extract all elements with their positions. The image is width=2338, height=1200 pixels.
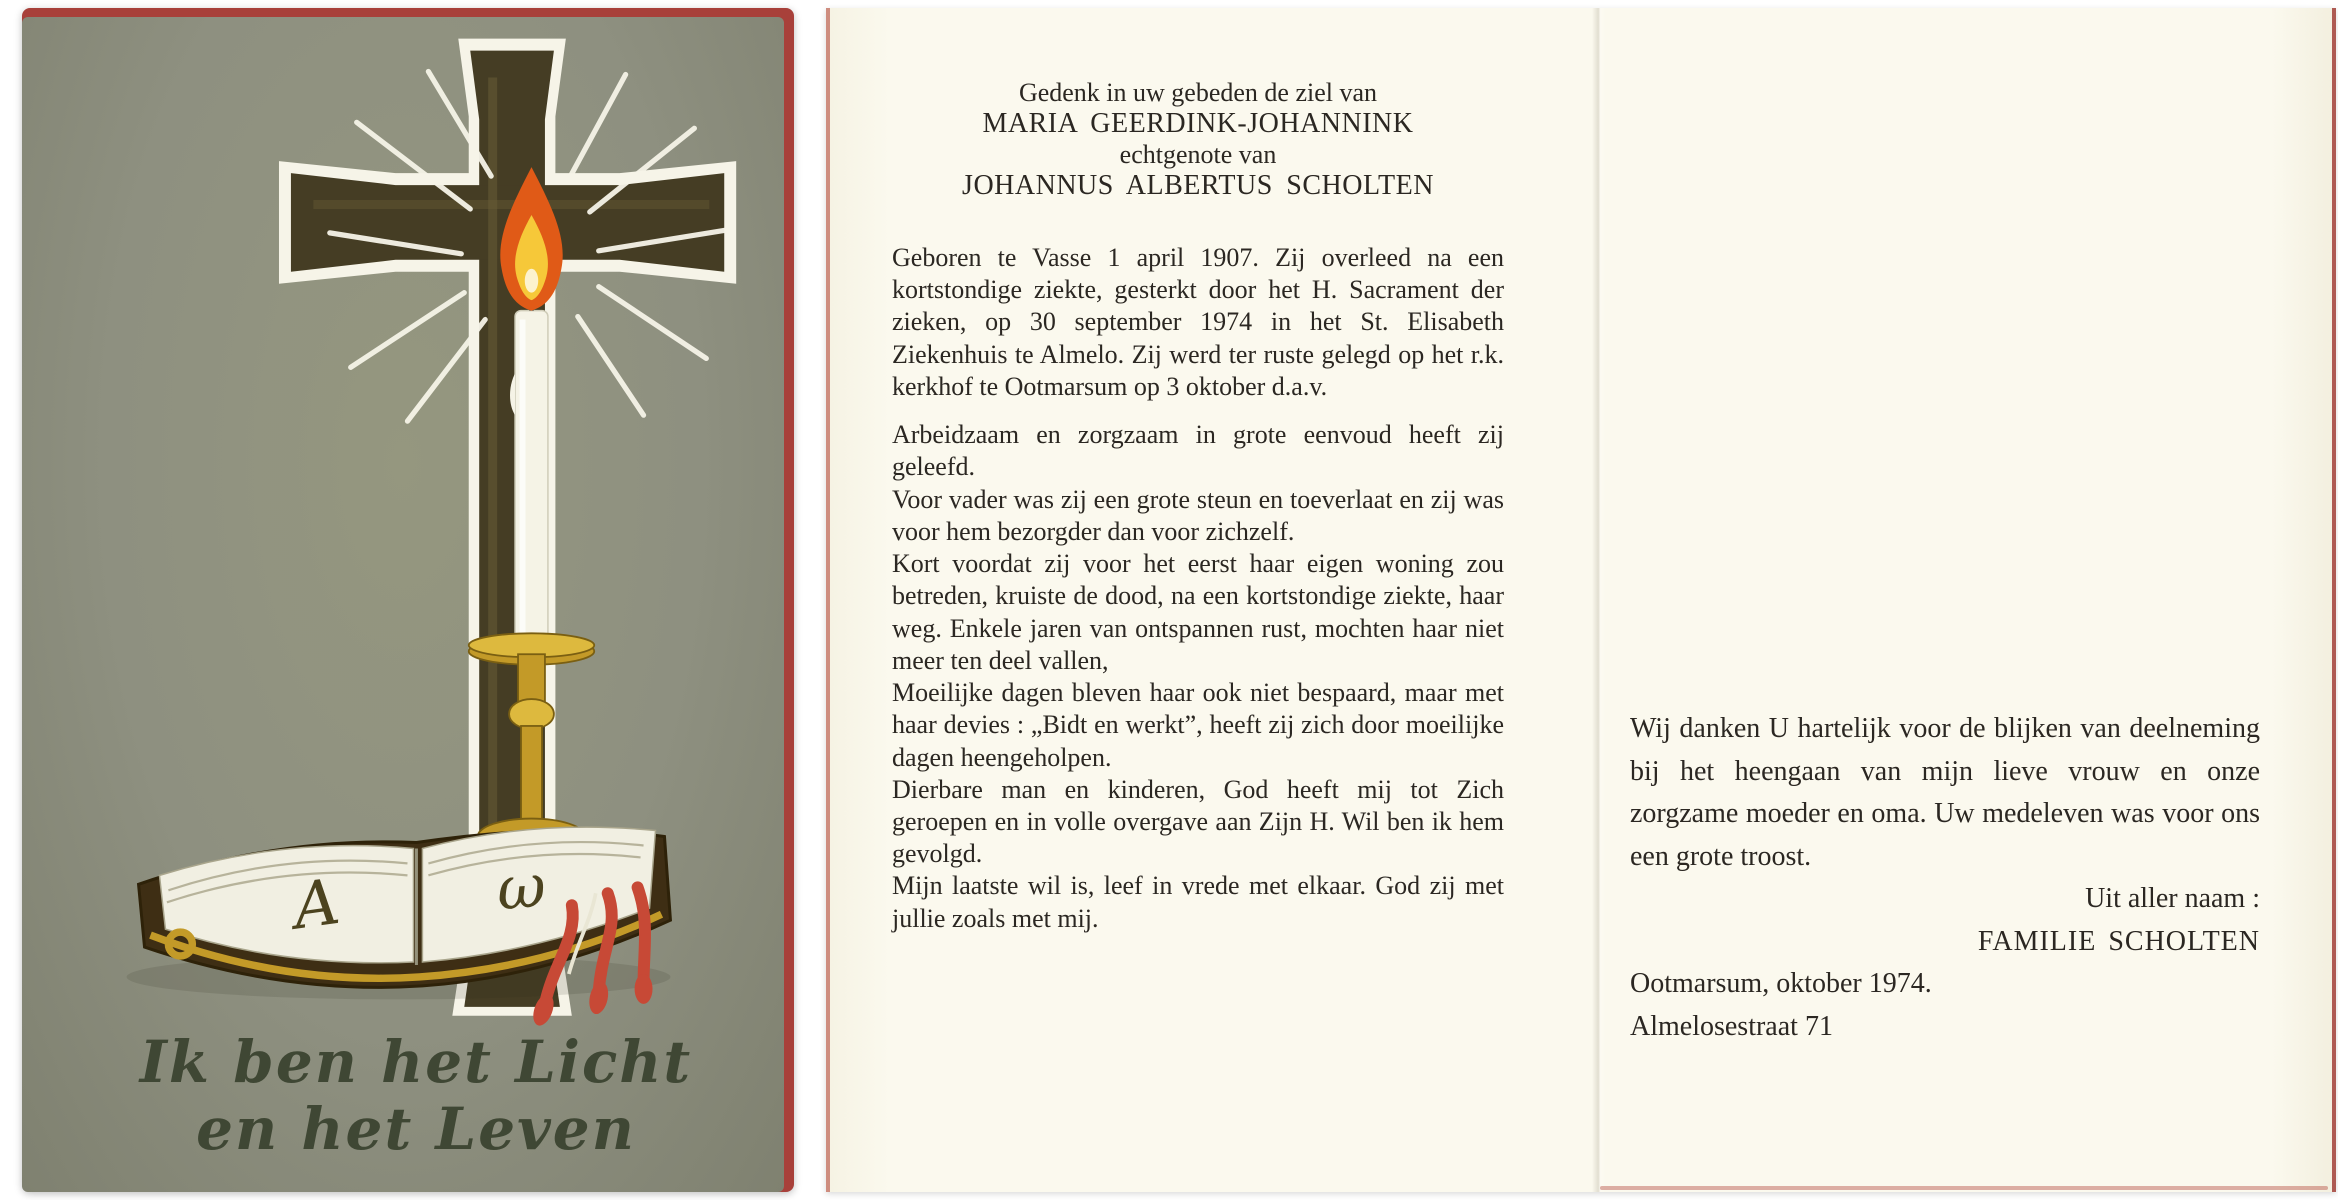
card-inside	[826, 8, 2336, 1192]
card-edge-bottom	[1600, 1186, 2328, 1190]
alpha-glyph: A	[288, 864, 344, 944]
caption-line-1: Ik ben het Licht	[139, 1028, 693, 1096]
relation-line: echtgenote van	[1119, 140, 1277, 169]
fold-crease	[1592, 8, 1606, 1192]
religious-illustration	[22, 17, 784, 1027]
memorial-body	[892, 242, 1504, 935]
address-line: Almelosestraat 71	[1630, 1010, 1833, 1042]
memorial-paragraph: Moeilijke dagen bleven haar ook niet bespaard, maar met haar devies : „Bidt en werkt”, heeft zij zich door moeilijke dagen heengeholpen.	[892, 678, 1504, 772]
caption-line-2: en het Leven	[196, 1095, 636, 1164]
memorial-paragraph: Voor vader was zij een grote steun en toeverlaat en zij was voor hem bezorgder dan voor zichzelf.	[892, 484, 1504, 546]
life-summary-paragraph: Geboren te Vasse 1 april 1907. Zij overleed na een kortstondige ziekte, gesterkt door het H. Sacrament der zieken, op 30 september 1974 in het St. Elisabeth Ziekenhuis te Almelo. Zij werd ter ruste gelegd op het r.k. kerkhof te Ootmarsum op 3 oktober d.a.v.	[892, 243, 1504, 401]
omega-glyph: ω	[493, 851, 549, 925]
family-name: FAMILIE SCHOLTEN	[1977, 925, 2260, 957]
closing-line: Uit aller naam :	[2085, 883, 2260, 915]
memorial-text-panel	[892, 78, 1504, 935]
memorial-paragraph: Mijn laatste wil is, leef in vrede met elkaar. God zij met jullie zoals met mij.	[892, 871, 1504, 933]
caption-script	[22, 1029, 784, 1164]
thanks-paragraph: Wij danken U hartelijk voor de blijken van deelneming bij het heengaan van mijn lieve vrouw en onze zorgzame moeder en oma. Uw medeleven was voor ons een grote troost.	[1630, 713, 2260, 872]
candle-icon	[510, 293, 548, 655]
intro-line: Gedenk in uw gebeden de ziel van	[1018, 78, 1378, 107]
acknowledgement-panel	[1630, 708, 2260, 1048]
memorial-paragraph: Dierbare man en kinderen, God heeft mij tot Zich geroepen en in volle overgave aan Zijn H. Wil ben ik hem gevolgd.	[892, 774, 1504, 869]
spouse-name: JOHANNUS ALBERTUS SCHOLTEN	[962, 170, 1434, 201]
holy-card-front	[22, 17, 784, 1192]
deceased-name: MARIA GEERDINK-JOHANNINK	[982, 108, 1414, 139]
memorial-paragraph: Arbeidzaam en zorgzaam in grote eenvoud heeft zij geleefd.	[892, 420, 1504, 482]
place-date-line: Ootmarsum, oktober 1974.	[1630, 968, 1932, 1000]
memorial-paragraph: Kort voordat zij voor het eerst haar eigen woning zou betreden, kruiste de dood, na een kortstondige ziekte, haar weg. Enkele jaren van ontspannen rust, mochten haar niet meer ten deel vallen,	[892, 549, 1504, 675]
